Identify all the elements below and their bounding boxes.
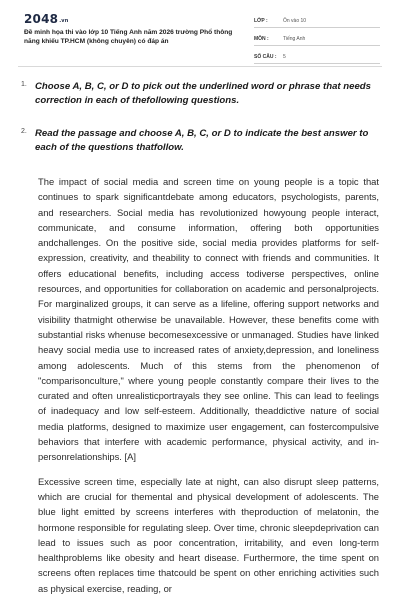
question-number: 1. (21, 81, 27, 88)
question-number: 2. (21, 128, 27, 135)
passage-paragraph: The impact of social media and screen time on young people is a topic that continues to spark significantdebate among educators, psychologists, parents, and researchers. Social media has revolutionized howyoung people interact, communicate, and consume information, offering both opportunities andchallenges. On the positive side, social media provides platforms for self-expression, creativity, and theability to connect with friends and communities. It offers educational benefits, including access todiverse perspectives, online resources, and opportunities for collaboration on academic and personalprojects. For marginalized groups, it can serve as a lifeline, offering support networks and visibility thatmight otherwise be unavailable. However, these benefits come with substantial risks whenuse becomesexcessive or unmanaged. Studies have linked heavy social media use to increased rates of anxiety,depression, and loneliness among adolescents. Much of this stems from the phenomenon of "comparisonculture," where young people constantly compare their lives to the curated and often unrealisticportrayals they see online. This can lead to feelings of inadequacy and low self-esteem. Additionally, theaddictive nature of social media platforms, designed to maximize user engagement, can fostercompulsive behaviors that interfere with academic performance, physical activity, and in-personrelationships. [A] (38, 176, 379, 463)
main-content (18, 80, 384, 600)
logo-text: 2048 (24, 12, 59, 26)
question-item (18, 127, 384, 155)
meta-row-class (254, 15, 380, 28)
question-item (18, 80, 384, 108)
meta-value: Tiếng Anh (283, 36, 306, 42)
reading-passage (38, 174, 379, 596)
meta-info-panel (254, 15, 380, 69)
question-instruction: Read the passage and choose A, B, C, or D to indicate the best answer to each of the questions thatfollow. (35, 128, 369, 153)
logo-suffix: .vn (59, 18, 69, 24)
question-instruction: Choose A, B, C, or D to pick out the underlined word or phrase that needs correction in each of thefollowing questions. (35, 81, 371, 106)
meta-key: LỚP : (254, 18, 268, 24)
meta-row-question-count (254, 51, 380, 64)
document-title: Đề minh họa thi vào lớp 10 Tiếng Anh năm 2026 trường Phổ thông năng khiếu TP.HCM (không chuyên) có đáp án (24, 29, 233, 45)
passage-paragraph: Excessive screen time, especially late at night, can also disrupt sleep patterns, which are crucial for themental and physical development of adolescents. The blue light emitted by screens interferes with theproduction of melatonin, the hormone responsible for regulating sleep. Over time, chronic sleepdeprivation can lead to issues such as poor concentration, irritability, and even long-term healthproblems like obesity and heart disease. Furthermore, the time spent on screens often replaces time thatcould be spent on other enriching activities such as physical exercise, reading, or (38, 475, 379, 594)
header-divider (18, 66, 382, 67)
meta-row-subject (254, 33, 380, 46)
meta-key: MÔN : (254, 36, 269, 42)
meta-key: SỐ CÂU : (254, 54, 277, 60)
meta-value: 5 (283, 54, 286, 60)
meta-value: Ôn vào 10 (283, 18, 307, 24)
